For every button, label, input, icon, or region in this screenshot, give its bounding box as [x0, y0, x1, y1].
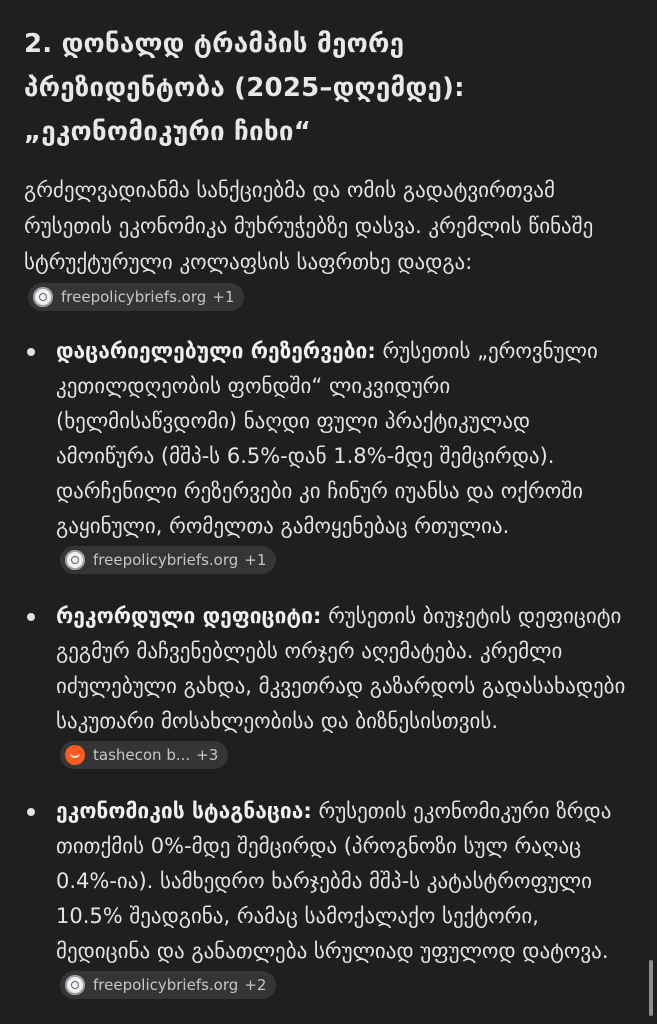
tashecon-favicon-icon [65, 745, 85, 765]
heading-line-1: 2. დონალდ ტრამპის მეორე [24, 29, 405, 59]
bullet-title: რეკორდული დეფიციტი: [56, 604, 322, 628]
freepolicybriefs-favicon-icon [65, 550, 85, 570]
bullet-title: დაცარიელებული რეზერვები: [56, 339, 376, 363]
citation-more-count: +1 [244, 551, 267, 569]
citation-more-count: +1 [212, 288, 235, 306]
bullet-dot-icon [27, 808, 35, 816]
bullet-text: რუსეთის „ეროვნული კეთილდღეობის ფონდში“ ლიკვიდური (ხელმისაწვდომი) ნაღდი ფული პრაქტიკულად ამოიწურა (მშპ-ს 6.5%-დან 1.8%-მდე შემცირდა). დარჩენილი რეზერვები კი ჩინურ იუანსა და ოქროში გაყინული, რომელთა გამოყენებაც რთულია. [56, 339, 598, 538]
heading-line-2: პრეზიდენტობა (2025–დღემდე): [24, 73, 465, 103]
bullet-text: რუსეთის ბიუჯეტის დეფიციტი გეგმურ მაჩვენებლებს ორჯერ აღემატება. კრემლი იძულებული გახდა, მკვეთრად გაზარდოს გადასახადები საკუთარი მოსახლეობისა და ბიზნესისთვის. [56, 604, 626, 733]
citation-more-count: +3 [196, 746, 219, 764]
intro-text: გრძელვადიანმა სანქციებმა და ომის გადატვირთვამ რუსეთის ეკონომიკა მუხრუჭებზე დასვა. კრემლის წინაშე სტრუქტურული კოლაფსის საფრთხე დადგა: [24, 178, 594, 274]
bullet-item-reserves [24, 334, 634, 579]
bullet-dot-icon [27, 348, 35, 356]
bullet-item-stagnation [24, 794, 634, 1004]
intro-paragraph [24, 172, 634, 316]
bullet-text: რუსეთის ეკონომიკური ზრდა თითქმის 0%-მდე შემცირდა (პროგნოზი სულ რაღაც 0.4%-ია). სამხედრო ხარჯებმა მშპ-ს კატასტროფული 10.5% შეადგინა, რამაც სამოქალაქო სექტორი, მედიცინა და განათლება სრულიად უფულოდ დატოვა. [56, 799, 612, 963]
citation-source: freepolicybriefs.org [61, 288, 207, 306]
citation-source: freepolicybriefs.org [93, 551, 239, 569]
response-content [24, 22, 634, 1024]
citation-source: tashecon b... [93, 746, 191, 764]
freepolicybriefs-favicon-icon [33, 287, 53, 307]
scrollbar-thumb[interactable] [649, 960, 653, 1016]
citation-more-count: +2 [244, 976, 267, 994]
bullet-dot-icon [27, 613, 35, 621]
citation-source: freepolicybriefs.org [93, 976, 239, 994]
citation-chip-intro[interactable] [28, 283, 244, 311]
citation-chip-deficit[interactable] [60, 741, 228, 769]
heading-line-3: „ეკონომიკური ჩიხი“ [24, 117, 311, 147]
bullet-title: ეკონომიკის სტაგნაცია: [56, 799, 312, 823]
bullet-list [24, 334, 634, 1004]
bullet-item-deficit [24, 599, 634, 774]
freepolicybriefs-favicon-icon [65, 975, 85, 995]
citation-chip-reserves[interactable] [60, 546, 276, 574]
citation-chip-stagnation[interactable] [60, 971, 276, 999]
section-heading [24, 22, 634, 154]
